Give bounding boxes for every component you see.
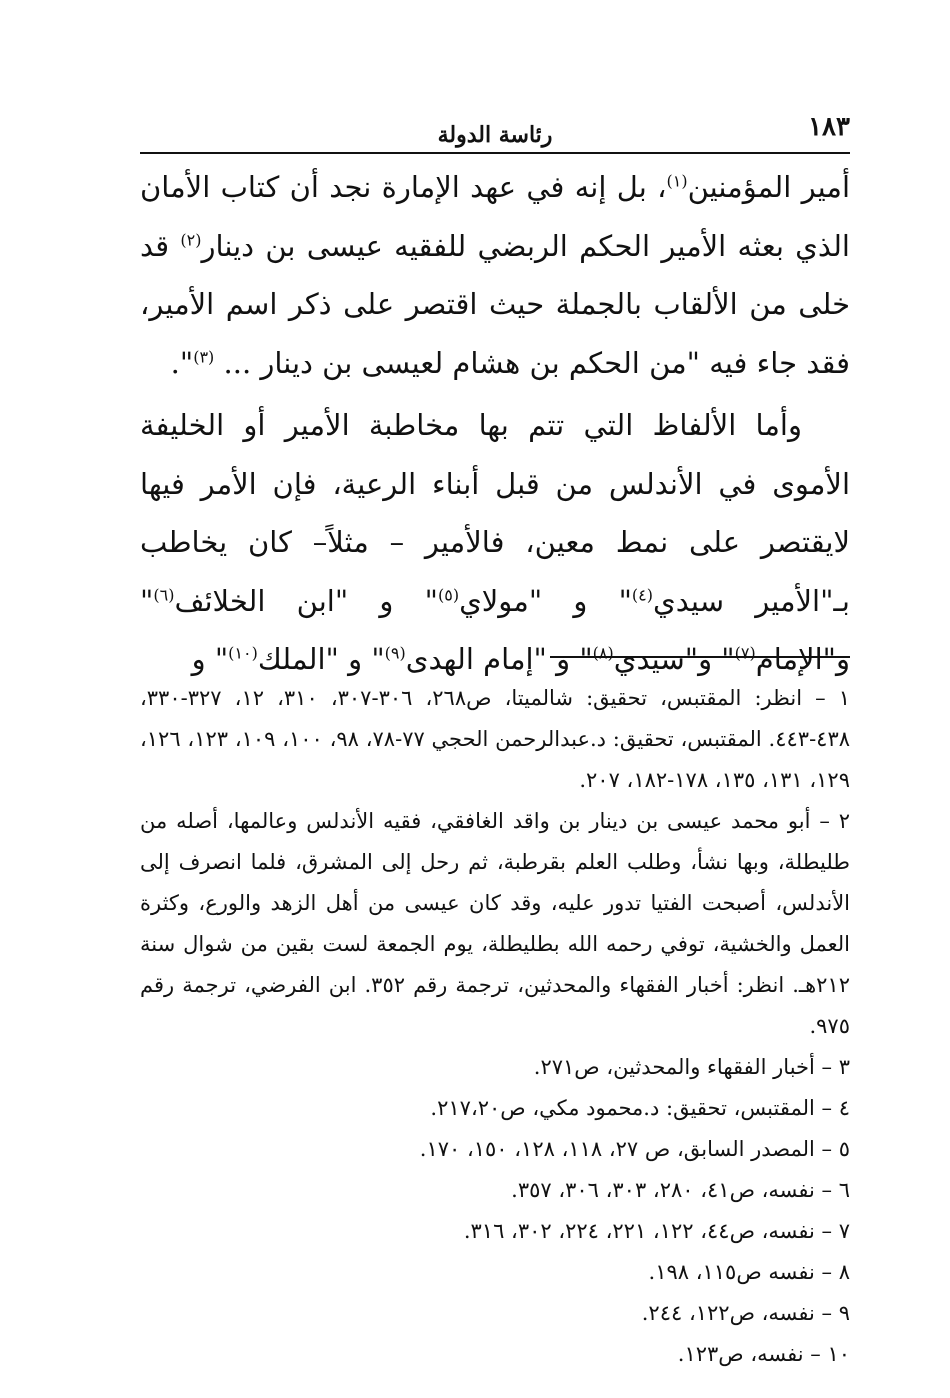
footnote-7: ٧ – نفسه، ص٤٤، ١٢٢، ٢٢١، ٢٢٤، ٣٠٢، ٣١٦. (463, 1219, 850, 1243)
footnotes (140, 678, 850, 1375)
main-text (140, 158, 850, 689)
footnote-ref-8: (٨) (592, 643, 614, 663)
text-run: " و "مولاي (459, 583, 632, 618)
footnote-5: ٥ – المصدر السابق، ص ٢٧، ١١٨، ١٢٨، ١٥٠، ١٧٠. (419, 1137, 850, 1161)
footnote-3: ٣ – أخبار الفقهاء والمحدثين، ص٢٧١. (533, 1055, 850, 1079)
footnote-ref-9: (٩) (384, 643, 406, 663)
footnote-9: ٩ – نفسه، ص١٢٢، ٢٤٤. (641, 1301, 850, 1325)
paragraph-1 (140, 158, 850, 392)
text-run: " و "ابن الخلائف (174, 583, 438, 618)
footnote-ref-2: (٢) (180, 229, 202, 249)
text-run: " و"سيدي (613, 642, 735, 676)
footnote-6: ٦ – نفسه، ص٤١، ٢٨٠، ٣٠٣، ٣٠٦، ٣٥٧. (511, 1178, 850, 1202)
text-run: أمير المؤمنين (687, 170, 851, 204)
text-run: قد خلى من الألقاب بالجملة حيث اقتصر على ذكر اسم الأمير، فقد جاء فيه "من الحكم بن هشام لعيسى بن دينار ... (140, 228, 850, 380)
text-run: " و (191, 642, 229, 676)
footnote-ref-5: (٥) (437, 584, 460, 604)
footnote-10: ١٠ – نفسه، ص١٢٣. (677, 1342, 850, 1366)
footnote-ref-7: (٧) (734, 643, 756, 663)
footnote-ref-1: (١) (666, 171, 688, 191)
footnote-ref-3: (٣) (193, 346, 215, 366)
text-run: " و "إمام الهدى (405, 642, 593, 676)
text-run: ". (170, 345, 194, 380)
footnote-8: ٨ – نفسه ص١١٥، ١٩٨. (648, 1260, 850, 1284)
footnote-ref-10: (١٠) (228, 643, 258, 663)
page-header (140, 108, 850, 154)
text-run: " و "الملك (257, 642, 385, 676)
footnote-2: ٢ – أبو محمد عيسى بن دينار بن واقد الغافقي، فقيه الأندلس وعالمها، أصله من طليطلة، وبها نشأ، وطلب العلم بقرطبة، ثم رحل إلى المشرق، فلما انصرف إلى الأندلس، أصبحت الفتيا تدور عليه، وقد كان عيسى من أهل الزهد والورع، وكثرة العمل والخشية، توفي رحمه الله بطليطلة، يوم الجمعة لست بقين من شوال سنة ٢١٢هـ. انظر: أخبار الفقهاء والمحدثين، ترجمة رقم ٣٥٢. ابن الفرضي، ترجمة رقم ٩٧٥. (140, 809, 850, 1038)
footnote-4: ٤ – المقتبس، تحقيق: د.محمود مكي، ص٢١٧،٢٠. (430, 1096, 850, 1120)
text-run: ، بل إنه في عهد الإمارة نجد أن كتاب الأمان الذي بعثه الأمير الحكم الربضي للفقيه عيسى بن دينار (140, 170, 850, 263)
running-title: رئاسة الدولة (437, 122, 553, 148)
footnote-ref-4: (٤) (631, 584, 654, 604)
page-number: ١٨٣ (808, 112, 850, 142)
paragraph-2 (140, 396, 850, 689)
footnote-ref-6: (٦) (153, 584, 175, 604)
text-run: " و"الإمام (140, 583, 850, 676)
text-run: وأما الألفاظ التي تتم بها مخاطبة الأمير أو الخليفة الأموى في الأندلس من قبل أبناء الرعية، فإن الأمر فيها لايقتصر على نمط معين، فالأمير – مثلاً– كان يخاطب بـ"الأمير سيدي (140, 408, 850, 618)
footnote-separator (550, 656, 850, 658)
footnote-1: ١ – انظر: المقتبس، تحقيق: شالميتا، ص٢٦٨، ٣٠٦-٣٠٧، ٣١٠، ١٢، ٣٢٧-٣٣٠، ٤٣٨-٤٤٣. المقتبس، تحقيق: د.عبدالرحمن الحجي ٧٧-٧٨، ٩٨، ١٠٠، ١٠٩، ١٢٣، ١٢٦، ١٢٩، ١٣١، ١٣٥، ١٧٨-١٨٢، ٢٠٧. (140, 686, 851, 792)
